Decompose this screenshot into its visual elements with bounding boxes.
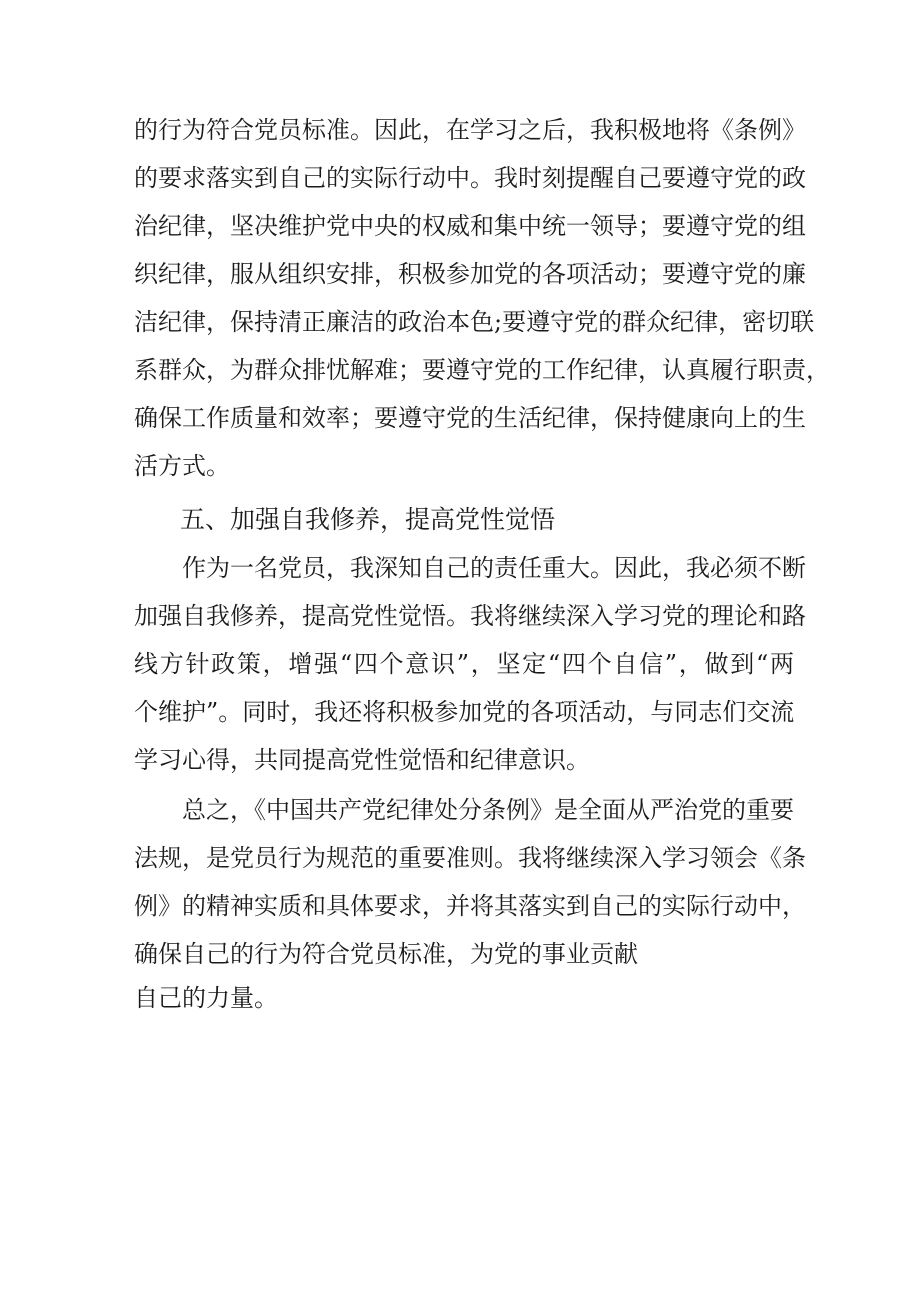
paragraph-3-line-3: 例》的精神实质和具体要求，并将其落实到自己的实际行动中， <box>134 892 806 920</box>
paragraph-1-line-8: 活方式。 <box>134 452 230 480</box>
paragraph-2-line-3: 线方针政策，增强“四个意识”，坚定“四个自信”，做到“两 <box>134 650 794 678</box>
paragraph-3-line-2: 法规，是党员行为规范的重要准则。我将继续深入学习领会《条 <box>134 844 806 872</box>
paragraph-2-line-5: 学习心得，共同提高党性觉悟和纪律意识。 <box>134 746 590 774</box>
paragraph-1-line-5: 洁纪律，保持清正廉洁的政治本色;要遵守党的群众纪律，密切联 <box>134 308 815 336</box>
paragraph-1-line-1: 的行为符合党员标准。因此，在学习之后，我积极地将《条例》 <box>134 116 806 144</box>
paragraph-1-line-3: 治纪律，坚决维护党中央的权威和集中统一领导；要遵守党的组 <box>134 212 806 240</box>
paragraph-2-line-1: 作为一名党员，我深知自己的责任重大。因此，我必须不断 <box>182 554 806 582</box>
paragraph-2-line-4: 个维护”。同时，我还将积极参加党的各项活动，与同志们交流 <box>134 698 795 726</box>
paragraph-3-line-5: 自己的力量。 <box>134 984 278 1012</box>
paragraph-1-line-7: 确保工作质量和效率；要遵守党的生活纪律，保持健康向上的生 <box>134 404 806 432</box>
paragraph-1-line-6: 系群众，为群众排忧解难；要遵守党的工作纪律，认真履行职责， <box>134 356 830 384</box>
paragraph-1-line-2: 的要求落实到自己的实际行动中。我时刻提醒自己要遵守党的政 <box>134 164 806 192</box>
section-heading: 五、加强自我修养，提高党性觉悟 <box>180 505 556 534</box>
paragraph-3-line-4: 确保自己的行为符合党员标准，为党的事业贡献 <box>134 940 638 968</box>
paragraph-3-line-1: 总之，《中国共产党纪律处分条例》是全面从严治党的重要 <box>182 796 794 824</box>
paragraph-1-line-4: 织纪律，服从组织安排，积极参加党的各项活动；要遵守党的廉 <box>134 260 806 288</box>
paragraph-2-line-2: 加强自我修养，提高党性觉悟。我将继续深入学习党的理论和路 <box>134 602 806 630</box>
